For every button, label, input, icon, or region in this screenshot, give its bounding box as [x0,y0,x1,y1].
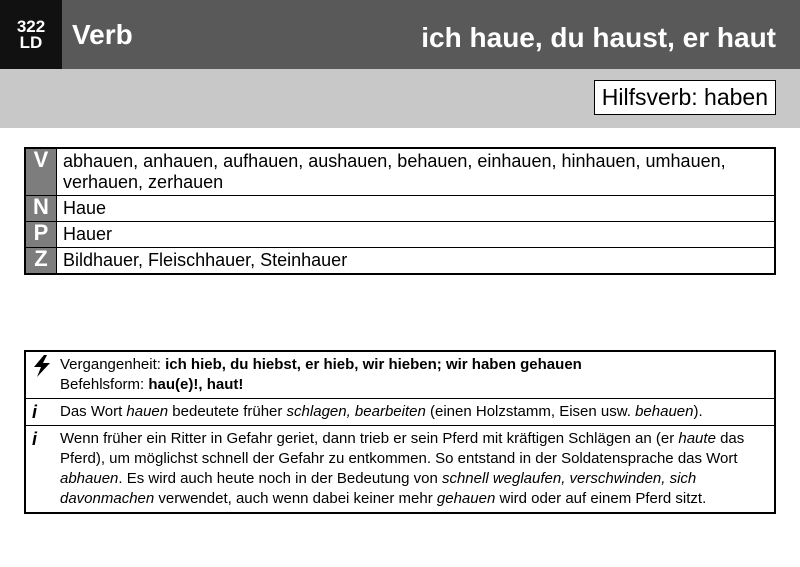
row-text: abhauen, anhauen, aufhauen, aushauen, behauen, einhauen, hinhauen, umhauen, verhauen, zerhauen [57,148,776,196]
table-row [25,196,775,222]
imperative-forms: hau(e)!, haut! [148,376,244,393]
row-text: Hauer [57,222,776,248]
entry-number: 322 [16,16,46,36]
imperative-label: Befehlsform: [60,376,149,393]
info-note [26,426,774,512]
row-letter: P [25,222,57,248]
row-text: Bildhauer, Fleischhauer, Steinhauer [57,248,776,275]
word-category: Verb [72,19,133,50]
table-row [25,248,775,275]
past-tense-note [26,352,774,399]
past-forms: ich hieb, du hiebst, er hieb, wir hieben; wir haben gehauen [165,356,582,373]
info-icon: i [32,402,38,422]
notes-box [24,350,776,514]
table-row [25,148,775,196]
info-icon: i [32,429,38,449]
lightning-icon [32,355,60,395]
word-family-table [24,147,776,275]
entry-code: LD [19,32,43,52]
info-note [26,399,774,426]
info-text: Wenn früher ein Ritter in Gefahr geriet, dann trieb er sein Pferd mit kräftigen Schlägen an (er haute das Pferd), um möglichst schnell der Gefahr zu entkommen. So entstand in der Soldatensprache das Wort abhauen. Es wird auch heute noch in der Bedeutung von schnell weglaufen, verschwinden, sich davonmachen verwendet, auch wenn dabei keiner mehr gehauen wird oder auf einem Pferd sitzt. [60,430,745,507]
row-letter: N [25,196,57,222]
info-text: Das Wort hauen bedeutete früher schlagen, bearbeiten (einen Holzstamm, Eisen usw. behauen). [60,403,703,420]
header-bar [0,0,800,69]
auxiliary-verb-box: Hilfsverb: haben [594,80,776,115]
row-letter: Z [25,248,57,275]
past-label: Vergangenheit: [60,356,166,373]
entry-number-box [0,0,62,69]
table-row [25,222,775,248]
row-text: Haue [57,196,776,222]
conjugation-heading: ich haue, du haust, er haut [421,22,776,53]
past-tense-text [60,355,768,395]
row-letter: V [25,148,57,196]
